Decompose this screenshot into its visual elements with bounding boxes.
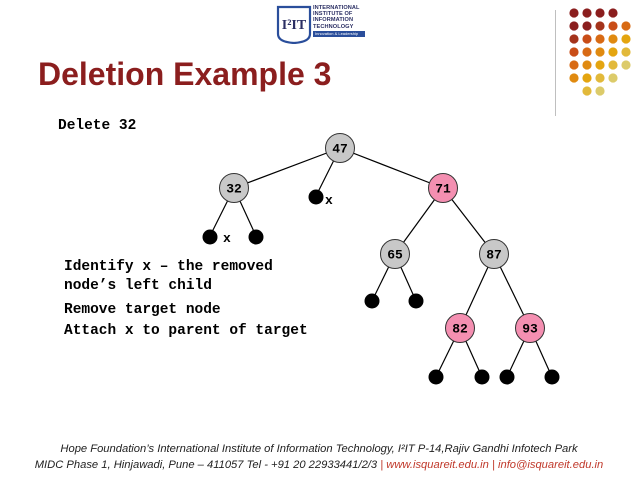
note-line-4: Attach x to parent of target (64, 323, 308, 339)
nil-leaf (203, 230, 218, 245)
tree-node-87 (480, 240, 509, 269)
logo-tagline: Innovation & Leadership (313, 31, 365, 37)
node-label: 87 (486, 247, 502, 263)
node-label: 32 (226, 181, 242, 197)
logo-line: INFORMATION (313, 17, 354, 24)
edge-47-32 (234, 148, 340, 188)
tree-node-47 (326, 134, 355, 163)
tree-node-71 (429, 174, 458, 203)
node-label: 82 (452, 321, 468, 337)
logo-line: INSTITUTE OF (313, 11, 353, 18)
tree-node-65 (381, 240, 410, 269)
nil-leaf (409, 294, 424, 309)
footer-line-2 (0, 459, 638, 471)
footer-separator: | (488, 459, 498, 471)
tree-node-82 (446, 314, 475, 343)
logo-line: TECHNOLOGY (313, 23, 354, 30)
note-line-3: Remove target node (64, 302, 221, 318)
tree-node-32 (220, 174, 249, 203)
nil-leaves (203, 190, 560, 385)
nil-leaf (500, 370, 515, 385)
node-label: 65 (387, 247, 403, 263)
node-label: 47 (332, 141, 348, 157)
nil-leaf (545, 370, 560, 385)
footer-address: MIDC Phase 1, Hinjawadi, Pune – 411057 Tel - +91 20 22933441/2/3 (34, 459, 381, 471)
edge-47-71 (340, 148, 443, 188)
nil-leaf (365, 294, 380, 309)
footer-email-link[interactable]: info@isquareit.edu.in (497, 459, 604, 471)
page-title: Deletion Example 3 (38, 56, 332, 92)
x-label: x (223, 231, 231, 246)
logo-mark: I²IT (281, 18, 307, 33)
logo-line: INTERNATIONAL (313, 5, 360, 11)
nil-leaf (309, 190, 324, 205)
note-line-2: node’s left child (64, 278, 212, 294)
nil-leaf (429, 370, 444, 385)
footer-website-link[interactable]: www.isquareit.edu.in (386, 459, 489, 471)
tree-node-93 (516, 314, 545, 343)
note-line-1: Identify x – the removed (64, 259, 273, 275)
node-label: 71 (435, 181, 451, 197)
nil-leaf (475, 370, 490, 385)
nil-leaf (249, 230, 264, 245)
x-label: x (325, 193, 333, 208)
node-label: 93 (522, 321, 538, 337)
footer-line-1: Hope Foundation’s International Institute of Information Technology, I²IT P-14,Rajiv Gandhi Infotech Park (60, 443, 578, 455)
footer-separator: | (380, 459, 387, 471)
instruction-text: Delete 32 (58, 118, 137, 134)
